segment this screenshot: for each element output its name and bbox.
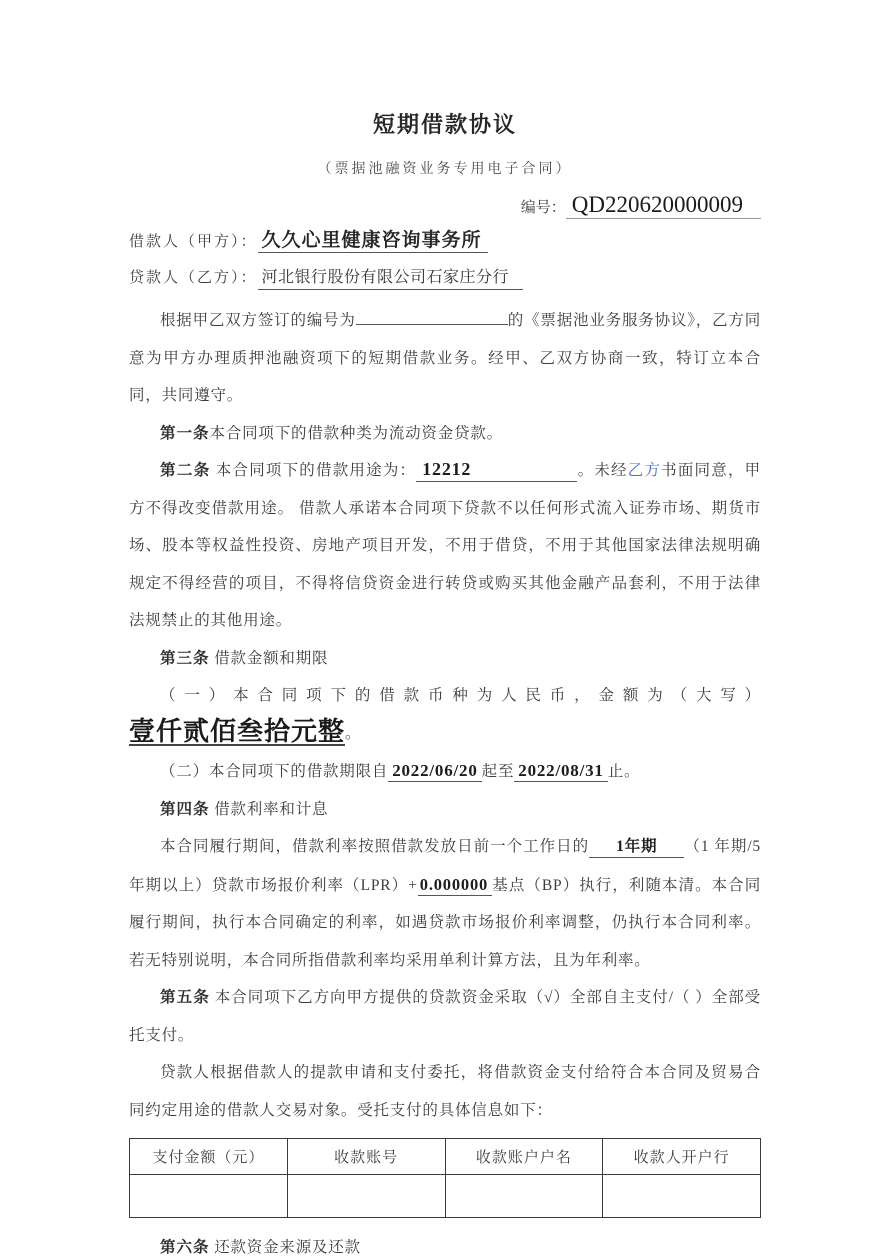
- borrower-line: [129, 222, 761, 259]
- article-5: [129, 979, 761, 1054]
- article-3-item-1-pre: （一）本合同项下的借款币种为人民币，金额为（大写）: [160, 687, 761, 704]
- article-2-mid: 。未经: [577, 462, 628, 479]
- cell-payment-amount: [130, 1175, 288, 1218]
- article-4-pre: 本合同履行期间，借款利率按照借款发放日前一个工作日的: [160, 838, 590, 855]
- table-row: [130, 1175, 761, 1218]
- cell-payee-account-name: [445, 1175, 603, 1218]
- col-header-payment-amount: 支付金额（元）: [130, 1139, 288, 1175]
- article-1-number: 第一条: [160, 424, 210, 442]
- article-3-item-2-mid: 起至: [481, 763, 515, 780]
- lender-line: [129, 259, 761, 296]
- article-2-number: 第二条: [160, 462, 211, 479]
- article-4-heading-text: 借款利率和计息: [214, 800, 329, 818]
- article-3-number: 第三条: [160, 649, 210, 667]
- intro-text-post: 的《票据池业务服务协议》，乙方同意为甲方办理质押池融资项下的短期借款业务。经甲、乙双方协商一致，特订立本合同，共同遵守。: [129, 312, 761, 404]
- article-4-mid-1: （1 年期/5 年期以上）贷款市场报价利率（LPR）+: [129, 838, 761, 894]
- article-5-number: 第五条: [160, 989, 210, 1006]
- article-2-post: 书面同意，甲方不得改变借款用途。 借款人承诺本合同项下贷款不以任何形式流入证券市场、期货市场、股本等权益性投资、房地产项目开发，不用于借贷，不用于其他国家法律法规明确规定不得经营的项目，不得将信贷资金进行转贷或购买其他金融产品套利，不用于法律法规禁止的其他用途。: [129, 462, 761, 629]
- article-3-item-2: [129, 752, 761, 791]
- contract-content: [129, 110, 761, 1258]
- article-1: [129, 415, 761, 453]
- entrusted-payment-table: [129, 1138, 761, 1218]
- article-4-paragraph: [129, 828, 761, 979]
- article-3-item-1-post: 。: [345, 724, 362, 742]
- loan-purpose-value: 12212: [416, 459, 577, 482]
- loan-amount-in-words: 壹仟贰佰叁拾元整: [129, 715, 346, 746]
- lender-label: 贷款人（乙方）：: [129, 270, 258, 286]
- article-4-heading: [129, 791, 761, 829]
- page-title: 短期借款协议: [372, 112, 517, 137]
- article-3-item-1: [129, 677, 761, 752]
- article-3-item-2-pre: （二）本合同项下的借款期限自: [160, 763, 389, 780]
- article-6-number: 第六条: [160, 1239, 210, 1256]
- intro-text-pre: 根据甲乙双方签订的编号为: [160, 312, 356, 329]
- party-b-link: 乙方: [627, 462, 662, 479]
- intro-paragraph: [129, 302, 761, 415]
- contract-number-line: [129, 188, 761, 222]
- article-4-number: 第四条: [160, 800, 210, 818]
- lender-name: 河北银行股份有限公司石家庄分行: [258, 269, 524, 290]
- loan-start-date: 2022/06/20: [388, 761, 481, 782]
- article-6-heading: [129, 1229, 761, 1258]
- lpr-term-value: 1年期: [589, 838, 684, 858]
- basis-points-value: 0.000000: [418, 875, 492, 896]
- article-2-pre: 本合同项下的借款用途为：: [215, 462, 417, 479]
- contract-number-value: QD220620000009: [566, 192, 761, 219]
- article-1-text: 本合同项下的借款种类为流动资金贷款。: [209, 424, 503, 442]
- article-6-heading-text: 还款资金来源及还款: [214, 1239, 361, 1256]
- article-5-paragraph: 贷款人根据借款人的提款申请和支付委托，将借款资金支付给符合本合同及贸易合同约定用途的借款人交易对象。受托支付的具体信息如下：: [129, 1064, 761, 1119]
- cell-payee-account: [287, 1175, 445, 1218]
- article-3-heading: [129, 640, 761, 678]
- agreement-number-blank: [356, 309, 508, 326]
- page-subtitle: （票据池融资业务专用电子合同）: [317, 162, 573, 177]
- article-3-heading-text: 借款金额和期限: [214, 649, 329, 667]
- article-2: [129, 452, 761, 640]
- col-header-payee-bank: 收款人开户行: [603, 1139, 761, 1175]
- article-3-item-2-post: 止。: [607, 763, 641, 780]
- contract-number-label: 编号：: [520, 200, 566, 216]
- article-5-text: 本合同项下乙方向甲方提供的贷款资金采取（√）全部自主支付/（ ）全部受托支付。: [129, 989, 761, 1044]
- cell-payee-bank: [603, 1175, 761, 1218]
- col-header-payee-account: 收款账号: [287, 1139, 445, 1175]
- article-4-mid-2: 基点（BP）执行，利随本清。本合同履行期间，执行本合同确定的利率，如遇贷款市场报价利率调整，仍执行本合同利率。若无特别说明，本合同所指借款利率均采用单利计算方法，且为年利率。: [129, 876, 761, 969]
- loan-end-date: 2022/08/31: [514, 761, 607, 782]
- table-header-row: [130, 1139, 761, 1175]
- borrower-label: 借款人（甲方）：: [129, 234, 258, 250]
- col-header-payee-account-name: 收款账户户名: [445, 1139, 603, 1175]
- borrower-name: 久久心里健康咨询事务所: [258, 230, 488, 253]
